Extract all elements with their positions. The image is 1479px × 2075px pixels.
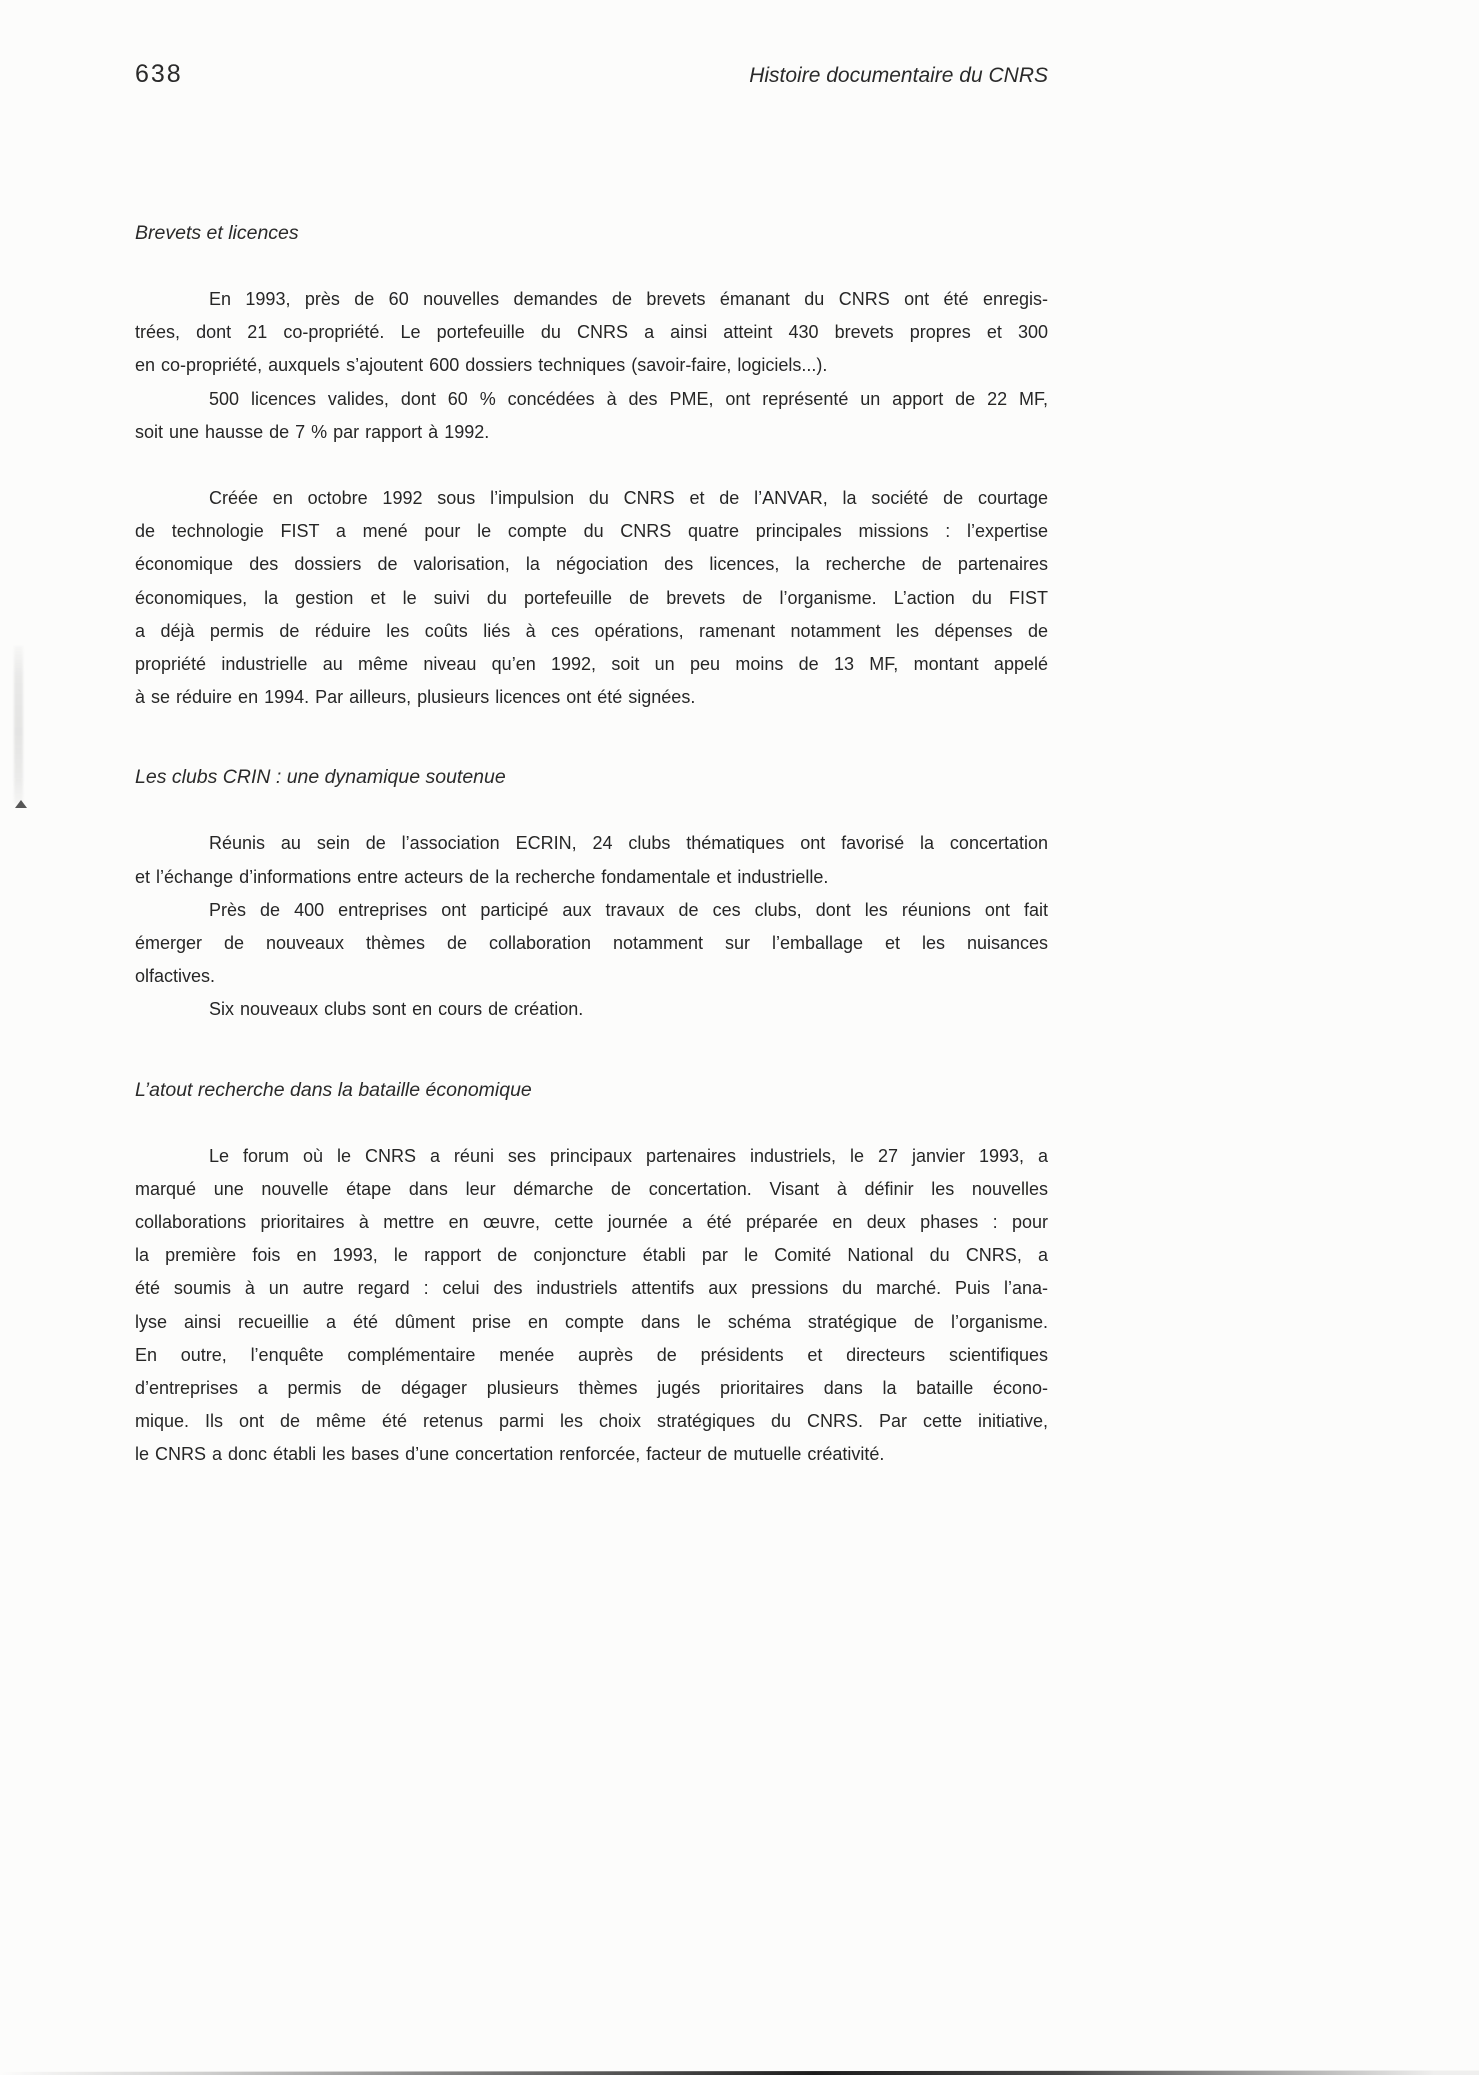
section-heading: Les clubs CRIN : une dynamique soutenue: [135, 766, 506, 789]
section-heading: L’atout recherche dans la bataille économique: [135, 1078, 532, 1101]
scan-artifact-streak: [14, 646, 23, 804]
text-line: 500 licences valides, dont 60 % concédées à des PME, ont représenté un apport de 22 MF,: [209, 388, 1048, 409]
text-line: collaborations prioritaires à mettre en œuvre, cette journée a été préparée en deux phases : pour: [135, 1212, 1048, 1233]
paragraph: [135, 827, 1048, 893]
text-line: a déjà permis de réduire les coûts liés à ces opérations, ramenant notamment les dépenses de: [135, 620, 1048, 641]
page-header: [135, 60, 1048, 89]
document-section: [135, 766, 1048, 1026]
text-line: olfactives.: [135, 966, 216, 987]
text-line: Le forum où le CNRS a réuni ses principaux partenaires industriels, le 27 janvier 1993, a: [209, 1145, 1048, 1166]
text-line: à se réduire en 1994. Par ailleurs, plusieurs licences ont été signées.: [135, 687, 696, 708]
scan-edge-bottom: [0, 2068, 1479, 2075]
text-line: la première fois en 1993, le rapport de conjoncture établi par le Comité National du CNRS, a: [135, 1245, 1048, 1266]
text-line: En 1993, près de 60 nouvelles demandes de brevets émanant du CNRS ont été enregis-: [209, 289, 1048, 309]
section-heading: Brevets et licences: [135, 222, 299, 244]
paragraph: [135, 1140, 1048, 1472]
text-line: et l’échange d’informations entre acteurs de la recherche fondamentale et industrielle.: [135, 866, 829, 887]
text-line: été soumis à un autre regard : celui des industriels attentifs aux pressions du marché. Puis l’ana-: [135, 1278, 1048, 1299]
paragraph: [135, 383, 1048, 449]
text-line: Six nouveaux clubs sont en cours de création.: [209, 999, 584, 1020]
text-line: propriété industrielle au même niveau qu’en 1992, soit un peu moins de 13 MF, montant appelé: [135, 654, 1048, 675]
running-title: Histoire documentaire du CNRS: [749, 64, 1048, 87]
document-section: [135, 222, 1048, 714]
text-line: le CNRS a donc établi les bases d’une concertation renforcée, facteur de mutuelle créativité.: [135, 1444, 885, 1465]
text-line: en co-propriété, auxquels s’ajoutent 600 dossiers techniques (savoir-faire, logiciels...).: [135, 355, 828, 376]
paragraph: [135, 482, 1048, 714]
text-line: Près de 400 entreprises ont participé aux travaux de ces clubs, dont les réunions ont fait: [209, 899, 1048, 920]
document-section: [135, 1079, 1048, 1472]
text-line: de technologie FIST a mené pour le compte du CNRS quatre principales missions : l’expertise: [135, 521, 1048, 542]
paragraph: [135, 894, 1048, 994]
text-line: marqué une nouvelle étape dans leur démarche de concertation. Visant à définir les nouvelles: [135, 1178, 1048, 1199]
paragraph: [135, 993, 1048, 1026]
text-line: En outre, l’enquête complémentaire menée auprès de présidents et directeurs scientifiques: [135, 1344, 1048, 1365]
text-line: économiques, la gestion et le suivi du portefeuille de brevets de l’organisme. L’action du FIST: [135, 587, 1048, 608]
text-line: émerger de nouveaux thèmes de collaboration notamment sur l’emballage et les nuisances: [135, 933, 1048, 954]
page-number: 638: [135, 60, 183, 88]
text-line: soit une hausse de 7 % par rapport à 1992.: [135, 421, 490, 442]
text-line: économique des dossiers de valorisation, la négociation des licences, la recherche de partenaires: [135, 554, 1048, 575]
page-content: [135, 222, 1048, 1472]
text-line: Réunis au sein de l’association ECRIN, 24 clubs thématiques ont favorisé la concertation: [209, 833, 1048, 854]
text-line: Créée en octobre 1992 sous l’impulsion du CNRS et de l’ANVAR, la société de courtage: [209, 488, 1048, 509]
paragraph: [135, 283, 1048, 383]
text-line: d’entreprises a permis de dégager plusieurs thèmes jugés prioritaires dans la bataille écono-: [135, 1378, 1048, 1399]
text-line: mique. Ils ont de même été retenus parmi les choix stratégiques du CNRS. Par cette initiative,: [135, 1411, 1048, 1432]
scan-artifact-mark: [15, 800, 27, 808]
text-line: trées, dont 21 co-propriété. Le portefeuille du CNRS a ainsi atteint 430 brevets propres et 300: [135, 322, 1048, 343]
text-line: lyse ainsi recueillie a été dûment prise en compte dans le schéma stratégique de l’organisme.: [135, 1311, 1048, 1332]
